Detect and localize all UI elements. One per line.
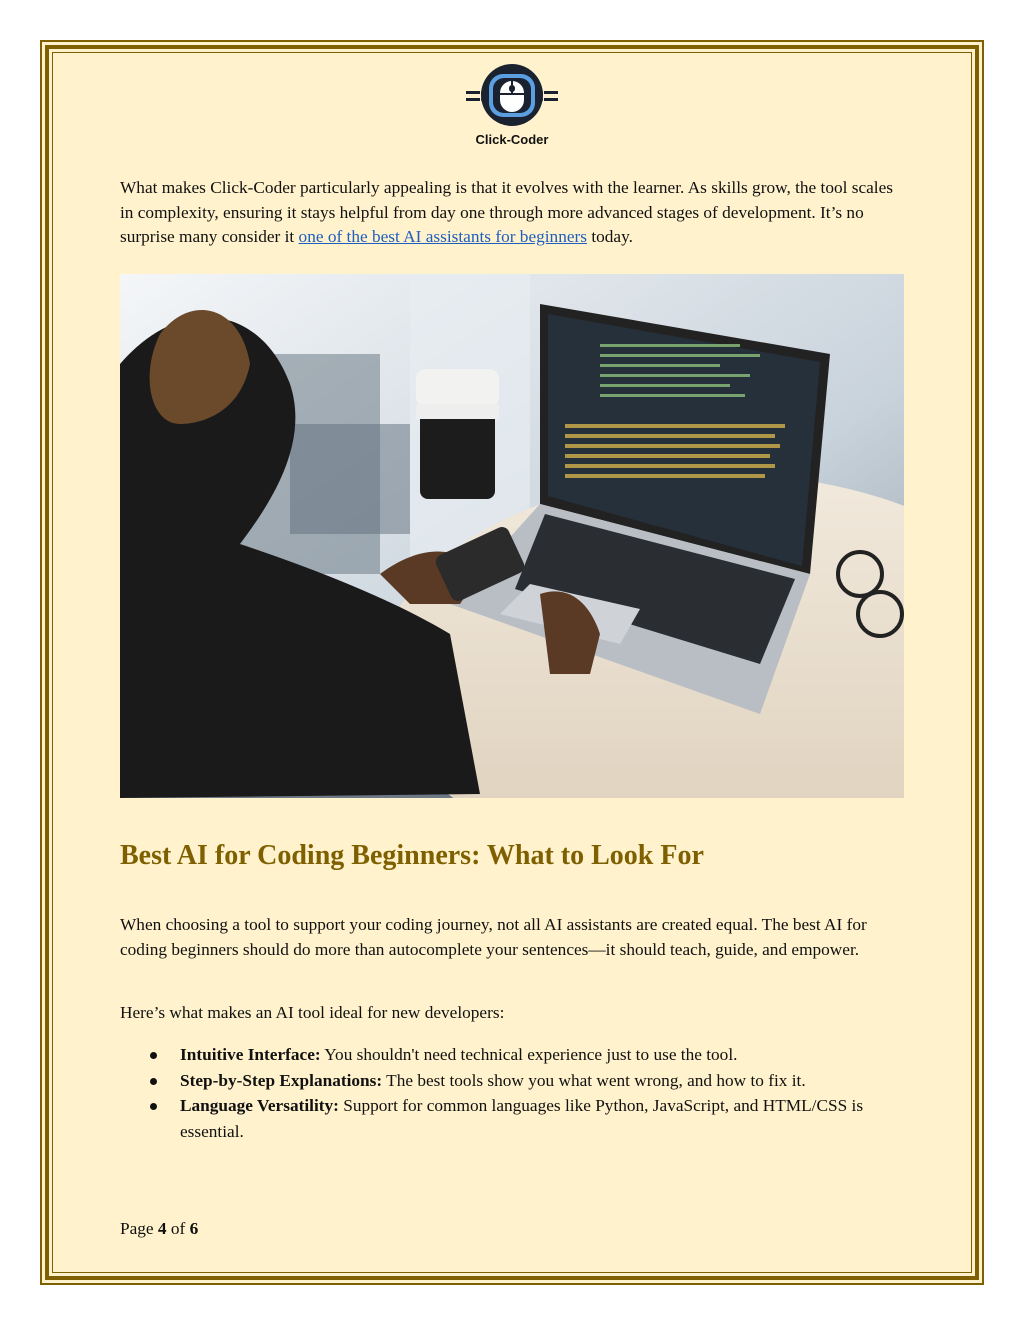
feature-description: The best tools show you what went wrong, and how to fix it.: [382, 1070, 806, 1090]
feature-list-item: [120, 1068, 900, 1094]
intro-text: What makes Click-Coder particularly appealing is that it evolves with the learner. As skills grow, the tool scales in complexity, ensuring it stays helpful from day one through more advanced stages of development. It’s no surprise many consider it: [120, 178, 893, 246]
feature-list: [120, 1042, 910, 1144]
of-label: of: [166, 1219, 190, 1238]
feature-term: Language Versatility:: [180, 1096, 339, 1115]
click-coder-logo: [462, 62, 562, 152]
bullet-icon: [150, 1078, 157, 1085]
feature-description: Support for common languages like Python, JavaScript, and HTML/CSS is essential.: [180, 1096, 864, 1141]
feature-term: Intuitive Interface:: [180, 1045, 321, 1064]
feature-list-item: [120, 1093, 900, 1144]
best-ai-assistants-link[interactable]: one of the best AI assistants for beginners: [298, 227, 587, 246]
feature-description: You shouldn't need technical experience just to use the tool.: [320, 1045, 738, 1064]
bullet-icon: [150, 1103, 157, 1110]
page-footer: [120, 1219, 198, 1239]
section-intro-paragraph: When choosing a tool to support your coding journey, not all AI assistants are created equal. The best AI for coding beginners should do more than autocomplete your sentences—it should teach, guide, and empower.: [120, 915, 867, 959]
section-heading: Best AI for Coding Beginners: What to Look For: [120, 840, 704, 871]
feature-term: Step-by-Step Explanations:: [180, 1070, 383, 1090]
bullet-icon: [150, 1052, 157, 1059]
woman-coding-on-laptop-photo: [120, 274, 904, 798]
feature-list-item: [120, 1042, 900, 1068]
section-lead-in: Here’s what makes an AI tool ideal for new developers:: [120, 1003, 505, 1022]
mouse-logo-icon: [462, 62, 562, 132]
page-number: 4: [157, 1219, 167, 1238]
page-label: Page: [120, 1219, 158, 1238]
logo-wordmark: Click-Coder: [475, 132, 549, 147]
intro-paragraph: [120, 176, 910, 250]
intro-text-end: today.: [587, 227, 633, 246]
page-total: 6: [189, 1219, 199, 1238]
